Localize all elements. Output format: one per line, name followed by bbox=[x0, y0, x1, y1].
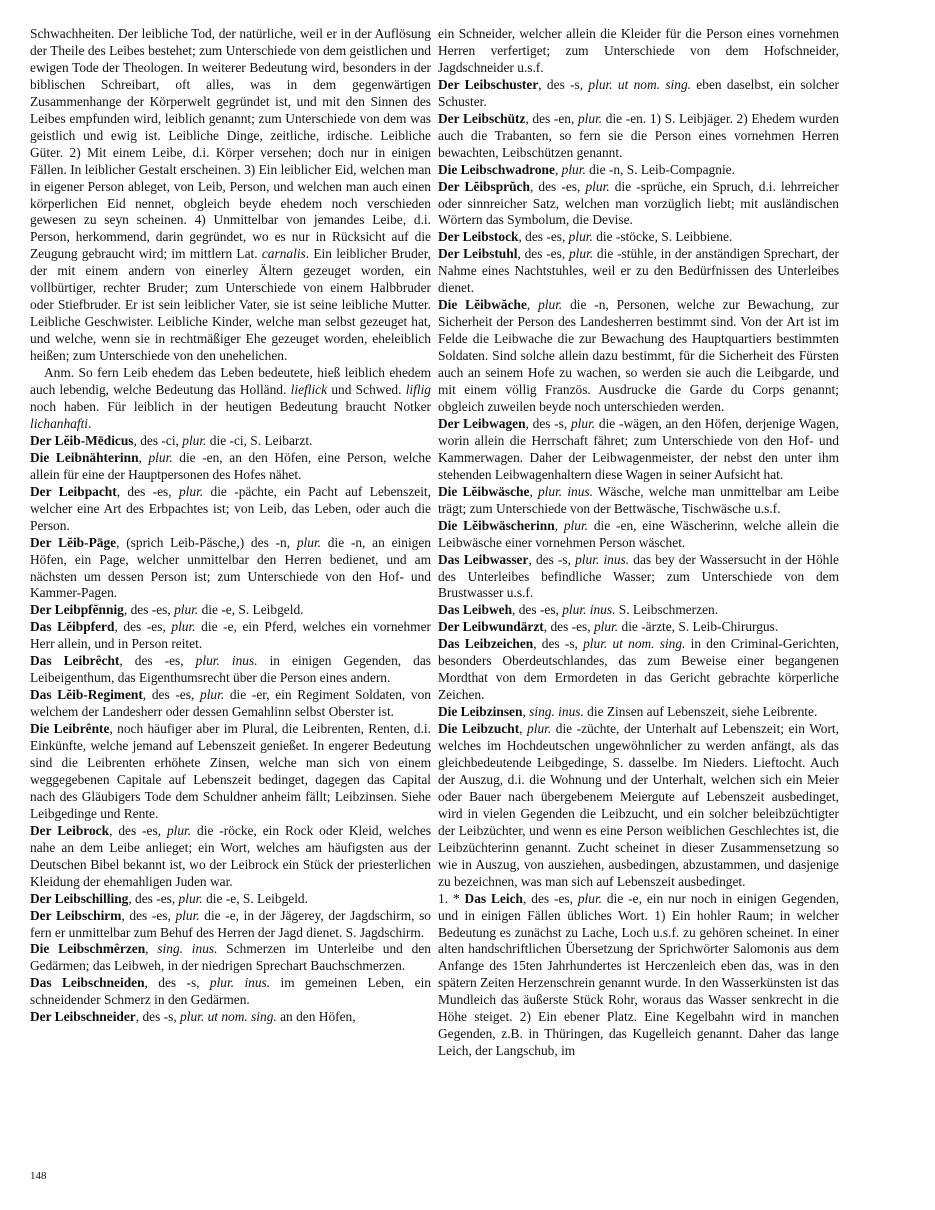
entry-text: , des -es, bbox=[128, 890, 179, 906]
entry-text: die -röcke, ein Rock oder Kleid, welches nahe an dem Leibe anlieget; ein Wort, welches am häufigsten aus der Deutschen Bibel bekannt ist, wo der Leibrock ein Stück der priesterlichen Kleidung der ehemahligen Juden war. bbox=[30, 822, 432, 889]
entry-headword: Die Lĕibwäsche bbox=[438, 483, 530, 499]
entry-headword: Das Leibwasser bbox=[438, 551, 529, 567]
dictionary-entry bbox=[438, 518, 839, 552]
entry-text: , des -es, bbox=[119, 653, 196, 669]
entry-text: , des -es, bbox=[114, 619, 172, 635]
entry-italic-text: liflig bbox=[405, 382, 432, 398]
entry-italic-text: carnalis bbox=[261, 246, 306, 262]
entry-text: die -pächte, ein Pacht auf Lebenszeit, welcher eine Art des Erbpachtes ist; von Leib, das Leben, oder auch die Person. bbox=[30, 483, 431, 533]
entry-headword: Der Leibschneider bbox=[30, 1009, 136, 1025]
entry-text: , des -es, bbox=[529, 178, 586, 194]
dictionary-entry bbox=[30, 433, 431, 450]
entry-text: , des -es, bbox=[523, 890, 578, 906]
entry-headword: Das Lĕibpferd bbox=[30, 619, 115, 635]
entry-text: die -wägen, an den Höfen, derjenige Wagen, worin allein die Herrschaft fähret; zum Unterschiede von den Hof- und Kammerwagen. Daher der Leibwagenmeister, der nebst den unter ihm stehenden Leibwagenhaltern diese Wagen in seiner Aufsicht hat. bbox=[438, 415, 839, 482]
entry-headword: Der Leibschirm bbox=[30, 907, 122, 923]
entry-text: S. Leibschmerzen. bbox=[615, 602, 719, 618]
entry-italic-text: plur. bbox=[175, 907, 200, 923]
entry-text: . Ein leiblicher Bruder, der mit einem andern von einerley Ältern gezeuget worden, ein vollbürtiger, rechter Bruder; zum Unterschiede von einem Halbbruder oder Stiefbruder. Er ist sein leiblicher Vater, sie ist seine leibliche Mutter. Leibliche Geschwister. Leibliche Kinder, welche man selbst gezeuget hat, und welche, wenn sie in rechtmäßiger Ehe gezeuget worden, eheleiblich heißen; zum Unterschiede von den unehelichen. bbox=[30, 246, 432, 364]
dictionary-entry bbox=[30, 908, 431, 942]
entry-text: , des -es, bbox=[518, 229, 569, 245]
dictionary-entry bbox=[30, 975, 431, 1009]
entry-text: die -e, S. Leibgeld. bbox=[198, 602, 304, 618]
entry-italic-text: plur. bbox=[585, 178, 610, 194]
dictionary-entry bbox=[438, 602, 839, 619]
entry-italic-text: plur. bbox=[577, 110, 603, 126]
entry-text: und Schwed. bbox=[327, 382, 406, 398]
dictionary-entry bbox=[30, 1009, 431, 1026]
entry-headword: Der Leibschuster bbox=[438, 76, 539, 92]
page-number: 148 bbox=[30, 1170, 47, 1182]
entry-headword: Das Leibzeichen bbox=[438, 636, 534, 652]
entry-italic-text: plur. inus. bbox=[575, 551, 630, 567]
entry-italic-text: plur. ut nom. sing. bbox=[583, 636, 686, 652]
entry-text: die -n, S. Leib-Compagnie. bbox=[585, 161, 735, 177]
entry-italic-text: plur. inus. bbox=[195, 653, 258, 669]
entry-text: , bbox=[526, 297, 539, 313]
entry-text: , bbox=[554, 517, 564, 533]
dictionary-entry bbox=[30, 721, 431, 823]
entry-text: die -e, ein nur noch in einigen Gegenden, und in einigen Fällen übliches Wort. 1) Ein hohler Raum; in welcher Bedeutung es zunächst zu Lache, Loch u.s.f. zu gehören scheinet. In einer alten handschriftlichen Übersetzung der Sprichwörter Salomonis aus dem Anfange des 15ten Jahrhundertes ist Herczenleich eben das, was in den spätern Zeiten Herzenschrein genannt wurde. In den Wasserkünsten ist das Mundleich das äußerste Stück Rohr, woraus das Wasser senkrecht in die Höhe steiget. 2) Ein ebener Platz. Eine Kegelbahn wird in manchen Gegenden, z.B. in Thüringen, das Kugelleich genannt. Daher das lange Leich, der Langschub, im bbox=[438, 890, 839, 1059]
dictionary-entry bbox=[438, 891, 839, 1061]
dictionary-entry bbox=[30, 484, 431, 535]
entry-text: , bbox=[138, 449, 149, 465]
entry-text: Schwachheiten. Der leibliche Tod, der natürliche, weil er in der Auflösung der Theile des Leibes bestehet; zum Unterschiede von dem geistlichen und ewigen Tode der Theologen. In weiterer Bedeutung wird, besonders in der biblischen Schreibart, oft alles, was in dem gegenwärtigen Zusammenhange der Körperwelt gegründet ist, und mit den Sinnen des Leibes empfunden wird, leiblich genannt; zum Unterschiede von dem was geistlich und ewig ist. Leibliche Dinge, zeitliche, irdische. Leibliche Güter. 2) Mit einem Leibe, d.i. Körper versehen; doch nur in einigen Fällen. In leiblicher Gestalt erscheinen. 3) Ein leiblicher Eid, welchen man in eigener Person ableget, von Leib, Person, und welchen man auch einen körperlichen Eid nennet, obgleich beyde ehedem noch verschieden gewesen zu seyn scheinen. 4) Unmittelbar von jemandes Leibe, d.i. Person, herkommend, darin gegründet, wo es nur in Rücksicht auf die Zeugung gebraucht wird; im mittlern Lat. bbox=[30, 26, 431, 262]
entry-text: die -n, an einigen Höfen, ein Page, welcher unmittelbar den Herren bedienet, und am nächsten um dessen Person ist; zum Unterschiede von den Hof- und Kammer-Pagen. bbox=[30, 534, 431, 601]
entry-text: in den Criminal-Gerichten, besonders Oberdeutschlandes, das zum Beweise einer begangenen Mordthat von dem Ermordeten in das Gericht gebrachte körperliche Zeichen. bbox=[438, 636, 840, 703]
dictionary-entry bbox=[438, 297, 839, 416]
entry-italic-text: plur. inus. bbox=[209, 975, 271, 991]
entry-text: , des -es, bbox=[123, 602, 175, 618]
entry-text: , des -s, bbox=[135, 1009, 181, 1025]
entry-italic-text: plur. bbox=[568, 246, 594, 262]
entry-italic-text: plur. bbox=[570, 415, 596, 431]
dictionary-entry bbox=[30, 450, 431, 484]
dictionary-entry bbox=[438, 26, 839, 77]
entry-italic-text: plur. bbox=[577, 890, 603, 906]
dictionary-entry bbox=[438, 162, 839, 179]
dictionary-entry bbox=[438, 179, 839, 230]
entry-headword: Die Leibzucht bbox=[438, 721, 520, 737]
entry-text: , des -es, bbox=[109, 822, 167, 838]
entry-italic-text: plur. bbox=[296, 534, 322, 550]
dictionary-entry bbox=[438, 552, 839, 603]
dictionary-entry bbox=[30, 687, 431, 721]
entry-headword: Der Lĕib-Mēdicus bbox=[30, 432, 134, 448]
entry-headword: Das Leibweh bbox=[438, 602, 513, 618]
dictionary-entry bbox=[30, 619, 431, 653]
entry-italic-text: plur. bbox=[178, 483, 204, 499]
entry-italic-text: plur. bbox=[178, 890, 203, 906]
entry-italic-text: plur. bbox=[182, 432, 207, 448]
dictionary-entry bbox=[438, 704, 839, 721]
entry-italic-text: plur. inus. bbox=[537, 483, 593, 499]
dictionary-entry bbox=[30, 602, 431, 619]
entry-text: in einigen Gegenden, das Leibeigenthum, das Eigenthumsrecht über die Person eines andern. bbox=[30, 653, 431, 686]
entry-text: , des -es, bbox=[116, 483, 179, 499]
entry-text: , des -ci, bbox=[133, 432, 183, 448]
entry-headword: Der Leibschütz bbox=[438, 110, 526, 126]
dictionary-entry bbox=[30, 653, 431, 687]
entry-text: die -sprüche, ein Spruch, d.i. lehrreicher oder sinnreicher Satz, welchen man vorzüglich liebt; mit ausländischen Wörtern das Symbolum, die Devise. bbox=[438, 178, 839, 228]
entry-text: , des -s, bbox=[533, 636, 584, 652]
dictionary-entry bbox=[30, 891, 431, 908]
entry-text: ein Schneider, welcher allein die Kleider für die Person eines vornehmen Herren verfertiget; zum Unterschiede von dem Hofschneider, Jagdschneider u.s.f. bbox=[438, 26, 839, 75]
entry-text: , des -es, bbox=[517, 246, 569, 262]
entry-headword: Der Leibstock bbox=[438, 229, 519, 245]
dictionary-entry bbox=[438, 619, 839, 636]
entry-text: , bbox=[529, 483, 538, 499]
entry-italic-text: plur. bbox=[563, 517, 589, 533]
entry-italic-text: plur. bbox=[148, 449, 173, 465]
dictionary-entry bbox=[438, 484, 839, 518]
entry-italic-text: plur. ut nom. sing. bbox=[180, 1009, 277, 1025]
entry-text: die Zinsen auf Lebenszeit, siehe Leibrente. bbox=[583, 704, 818, 720]
entry-italic-text: plur. bbox=[568, 229, 593, 245]
dictionary-entry bbox=[438, 721, 839, 891]
entry-headword: Die Leibnähterinn bbox=[30, 449, 139, 465]
entry-italic-text: sing. inus. bbox=[529, 704, 584, 720]
entry-text: noch haben. Für leiblich in der heutigen Bedeutung braucht Notker bbox=[30, 398, 431, 414]
entry-headword: Das Lĕib-Regiment bbox=[30, 687, 143, 703]
entry-text: , des -en, bbox=[525, 110, 578, 126]
entry-headword: Die Leibzinsen bbox=[438, 704, 523, 720]
entry-headword: Die Lĕibwăche bbox=[438, 297, 527, 313]
entry-headword: Der Leibpacht bbox=[30, 483, 117, 499]
entry-text: die -stöcke, S. Leibbiene. bbox=[592, 229, 733, 245]
entry-headword: Das Leibschneiden bbox=[30, 975, 145, 991]
entry-headword: Die Leibrênte bbox=[30, 721, 110, 737]
left-column bbox=[30, 26, 431, 1026]
entry-headword: Der Leibwagen bbox=[438, 415, 526, 431]
entry-italic-text: sing. inus. bbox=[157, 941, 218, 957]
entry-italic-text: lichanhafti bbox=[30, 415, 89, 431]
entry-headword: Der Lĕibsprŭch bbox=[438, 178, 530, 194]
entry-text: Wäsche, welche man unmittelbar am Leibe trägt; zum Unterschiede von der Bettwäsche, Tischwäsche u.s.f. bbox=[438, 483, 840, 516]
entry-headword: Das Leich bbox=[464, 890, 523, 906]
entry-headword: Der Leibstuhl bbox=[438, 246, 518, 262]
entry-text: im gemeinen Leben, ein schneidender Schmerz in den Gedärmen. bbox=[30, 975, 431, 1008]
entry-text: , des -s, bbox=[528, 551, 576, 567]
dictionary-entry bbox=[438, 229, 839, 246]
dictionary-entry bbox=[30, 365, 431, 433]
entry-text: die -en. 1) S. Leibjäger. 2) Ehedem wurden auch die Trabanten, so fern sie die Person eines vornehmen Herren bewachten, Leibschützen genannt. bbox=[438, 110, 839, 160]
entry-headword: Der Lĕib-Pāge bbox=[30, 534, 117, 550]
entry-text: , des -es, bbox=[142, 687, 200, 703]
entry-text: , des -es, bbox=[512, 602, 563, 618]
entry-text: , des -s, bbox=[525, 415, 571, 431]
entry-text: die -er, ein Regiment Soldaten, von welchem der Landesherr oder dessen Gemahlinn selbst Oberster ist. bbox=[30, 687, 432, 720]
entry-headword: Der Leibrock bbox=[30, 822, 110, 838]
dictionary-entry bbox=[30, 535, 431, 603]
entry-text: die -n, Personen, welche zur Bewachung, zur Sicherheit der Person des Landesherren bestimmt sind. Von der Art ist im Felde die Leibwache die zur Bewachung des Hauptquartiers bestimmten Soldaten. Sind solche allein dazu bestimmt, für die Sicherheit des Fürsten auch an seinem Hofe zu wachen, so werden sie auch die Leibgarde, und mit einem völlig Französ. Ausdrucke die Garde du Corps genannt; obgleich zuweilen beyde noch unterschieden werden. bbox=[438, 297, 839, 414]
entry-text: eben daselbst, ein solcher Schuster. bbox=[438, 76, 840, 109]
entry-text: , des -s, bbox=[144, 975, 210, 991]
right-column bbox=[438, 26, 839, 1060]
entry-text: . bbox=[88, 415, 92, 431]
entry-text: Schmerzen im Unterleibe und den Gedärmen; das Leibweh, in der niedrigen Sprechart Bauchschmerzen. bbox=[30, 941, 432, 974]
entry-headword: Das Leibrêcht bbox=[30, 653, 120, 669]
entry-text: die -en, an den Höfen, eine Person, welche allein für eine der Hauptpersonen des Hofes nähet. bbox=[30, 449, 432, 482]
entry-text: die -e, S. Leibgeld. bbox=[202, 890, 308, 906]
entry-italic-text: plur. bbox=[171, 619, 196, 635]
entry-headword: Die Lĕibwäscherinn bbox=[438, 517, 555, 533]
entry-text: 1. * bbox=[438, 890, 465, 906]
dictionary-entry bbox=[30, 941, 431, 975]
entry-text: , (sprich Leib-Päsche,) des -n, bbox=[116, 534, 297, 550]
entry-text: die -züchte, der Unterhalt auf Lebenszeit; ein Wort, welches im Hochdeutschen ungewöhnlicher zu werden anfängt, als das gleichbedeutende Leibgedinge, S. dasselbe. Im Nieders. Lieftocht. Auch der Auszug, d.i. die Wohnung und der Unterhalt, welchen sich ein Meier oder Bauer nach übergebenem Meiergute auf Lebenszeit ausbedinget, wird in vielen Gegenden die Leibzucht, und ein solcher beleibzüchtigter der Leibzüchter, und wenn es eine Person weiblichen Geschlechtes ist, die Leibzüchterinn genannt. Zucht scheinet in dieser Zusammensetzung so wie in Auszug, von ausziehen, ausbedingen, abzustammen, und dasjenige zu bezeichnen, was man sich auf Lebenszeit ausbedinget. bbox=[438, 721, 839, 889]
entry-text: , des -es, bbox=[121, 907, 176, 923]
entry-text: das bey der Wassersucht in der Höhle des Unterleibes befindliche Wasser; zum Unterschiede von dem Brustwasser u.s.f. bbox=[438, 551, 839, 601]
entry-italic-text: plur. bbox=[200, 687, 225, 703]
entry-italic-text: plur. bbox=[527, 721, 552, 737]
dictionary-entry bbox=[438, 246, 839, 297]
entry-italic-text: plur. ut nom. sing. bbox=[588, 76, 691, 92]
dictionary-entry bbox=[438, 636, 839, 704]
entry-italic-text: plur. bbox=[166, 822, 192, 838]
entry-headword: Der Leibpfĕnnig bbox=[30, 602, 124, 618]
dictionary-entry bbox=[438, 77, 839, 111]
entry-text: Anm. So fern Leib ehedem das Leben bedeutete, hieß leiblich ehedem auch lebendig, welche Bedeutung das Holländ. bbox=[30, 365, 431, 398]
entry-text: , bbox=[145, 941, 158, 957]
entry-text: die -ci, S. Leibarzt. bbox=[206, 432, 313, 448]
entry-italic-text: plur. bbox=[174, 602, 199, 618]
entry-text: an den Höfen, bbox=[276, 1009, 356, 1025]
dictionary-entry bbox=[30, 823, 431, 891]
entry-italic-text: plur. bbox=[561, 161, 586, 177]
entry-headword: Die Leibschmêrzen bbox=[30, 941, 146, 957]
entry-text: , noch häufiger aber im Plural, die Leibrenten, Renten, d.i. Einkünfte, welche jemand auf Lebenszeit genießet. In engerer Bedeutung sind die Leibrenten erhöhete Zinsen, welche man sich von einem weggegebenen Capitale auf Lebenszeit bedinget, dagegen das Capital nach des Gläubigers Tode dem Schuldner anheim fällt; Leibzinsen. Siehe Leibgedinge und Rente. bbox=[30, 721, 432, 821]
entry-headword: Der Leibwundärzt bbox=[438, 619, 544, 635]
entry-text: die -stühle, in der anständigen Sprechart, der Nahme eines Nachtstuhles, weil er zu den Bedürfnissen des Unterleibes dienet. bbox=[438, 246, 840, 296]
dictionary-entry bbox=[438, 416, 839, 484]
dictionary-entry bbox=[438, 111, 839, 162]
entry-text: , bbox=[522, 704, 530, 720]
entry-headword: Der Leibschilling bbox=[30, 890, 129, 906]
entry-text: , bbox=[554, 161, 562, 177]
entry-text: die -e, in der Jägerey, der Jagdschirm, so fern er unmittelbar zum Behuf des Herren der Jagd dienet. S. Jagdschirm. bbox=[30, 907, 431, 940]
entry-text: , des -s, bbox=[538, 76, 589, 92]
entry-italic-text: plur. inus. bbox=[562, 602, 616, 618]
entry-italic-text: lieflick bbox=[290, 382, 328, 398]
entry-italic-text: plur. bbox=[538, 297, 563, 313]
entry-text: , des -es, bbox=[543, 619, 594, 635]
entry-text: die -ärzte, S. Leib-Chirurgus. bbox=[618, 619, 779, 635]
entry-text: , bbox=[519, 721, 528, 737]
entry-text: die -en, eine Wäscherinn, welche allein die Leibwäsche einer vornehmen Person wäschet. bbox=[438, 517, 839, 550]
dictionary-entry bbox=[30, 26, 431, 365]
entry-headword: Die Leibschwadrone bbox=[438, 161, 555, 177]
entry-italic-text: plur. bbox=[593, 619, 619, 635]
entry-text: die -e, ein Pferd, welches ein vornehmer Herr allein, und in Person reitet. bbox=[30, 619, 432, 652]
